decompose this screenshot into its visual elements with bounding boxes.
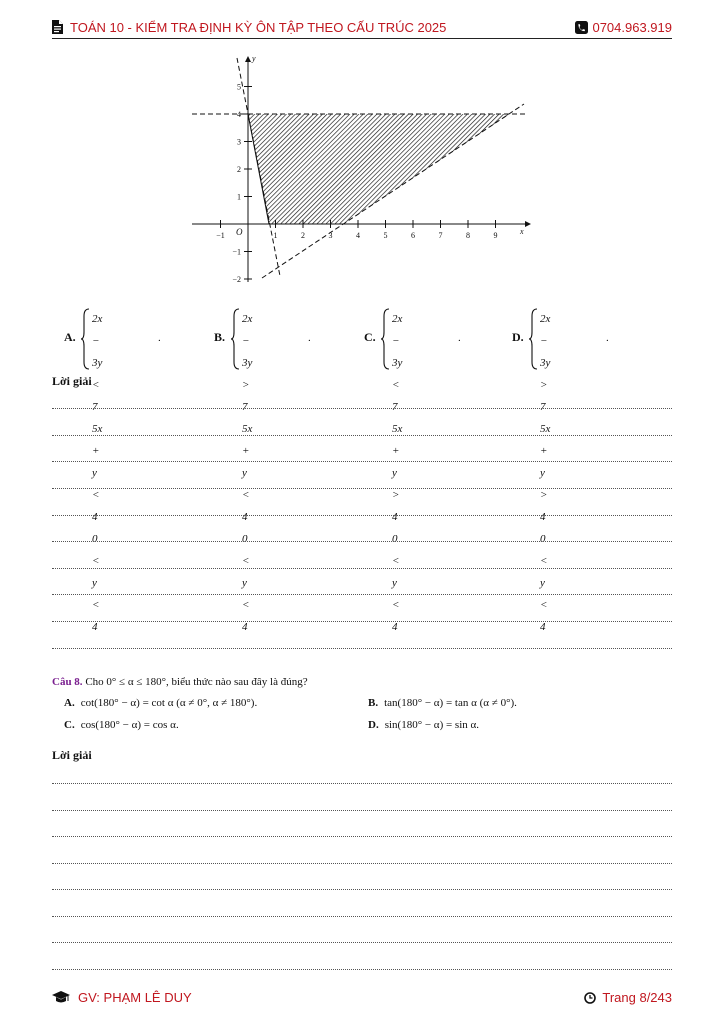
question-label: Câu 8. — [52, 676, 83, 688]
origin-label: O — [236, 227, 243, 237]
answer-line[interactable] — [52, 435, 672, 436]
y-tick-label: 1 — [237, 192, 241, 202]
period-mark: . — [458, 332, 461, 344]
answer-d[interactable] — [368, 719, 479, 731]
x-tick-label: 9 — [493, 231, 498, 240]
answer-text: tan(180° − α) = tan α (α ≠ 0°). — [384, 697, 517, 709]
x-tick-label: −1 — [216, 231, 225, 240]
question-8 — [52, 676, 672, 688]
brace-icon — [80, 308, 90, 370]
answer-label: B. — [368, 697, 379, 709]
inequality-line: 2x − 3y > 7 — [242, 313, 253, 413]
option-system — [242, 308, 252, 638]
x-tick-label: 4 — [356, 231, 360, 240]
inequality-line: 5x + y > 4 — [392, 423, 403, 523]
option-label: D. — [512, 330, 524, 344]
answer-line[interactable] — [52, 889, 672, 890]
coordinate-graph — [180, 48, 540, 288]
brace-icon — [230, 308, 240, 370]
footer-page: Trang 8/243 — [602, 990, 672, 1005]
answer-line[interactable] — [52, 541, 672, 542]
solution-heading: Lời giải — [52, 748, 92, 762]
answer-text: cos(180° − α) = cos α. — [80, 719, 179, 731]
header-phone: 0704.963.919 — [592, 20, 672, 35]
y-tick-label: 5 — [237, 82, 241, 92]
option-system — [392, 308, 402, 638]
solution-heading: Lời giải — [52, 374, 92, 388]
answer-line[interactable] — [52, 863, 672, 864]
footer-page-wrap — [584, 990, 672, 1005]
phone-icon — [575, 21, 588, 34]
brace-icon — [528, 308, 538, 370]
period-mark: . — [158, 332, 161, 344]
x-tick-label: 2 — [301, 231, 305, 240]
answer-line[interactable] — [52, 916, 672, 917]
header-phone-wrap — [575, 20, 672, 35]
y-tick-label: 2 — [237, 165, 241, 174]
inequality-line: 0 < y < 4 — [242, 533, 250, 633]
inequality-line: 0 < y < 4 — [540, 533, 548, 633]
x-tick-label: 7 — [438, 231, 443, 240]
footer-teacher: GV: PHẠM LÊ DUY — [78, 990, 192, 1005]
inequality-line: 5x + y < 4 — [242, 423, 253, 523]
answer-line[interactable] — [52, 515, 672, 516]
clock-icon — [584, 992, 596, 1004]
y-tick-label: −2 — [232, 275, 241, 284]
period-mark: . — [308, 332, 311, 344]
answer-text: cot(180° − α) = cot α (α ≠ 0°, α ≠ 180°). — [80, 697, 258, 709]
x-tick-label: 1 — [273, 231, 278, 240]
inequality-line: 2x − 3y > 7 — [540, 313, 551, 413]
question-text: Cho 0° ≤ α ≤ 180°, biểu thức nào sau đây là đúng? — [85, 676, 308, 688]
y-axis-label: y — [252, 54, 256, 63]
answer-line[interactable] — [52, 648, 672, 649]
x-tick-label: 8 — [466, 231, 470, 240]
page-header — [52, 18, 672, 39]
y-tick-label: 4 — [237, 110, 241, 119]
answer-line[interactable] — [52, 594, 672, 595]
inequality-line: 0 < y < 4 — [392, 533, 400, 633]
inequality-line: 0 < y < 4 — [92, 533, 100, 633]
answer-line[interactable] — [52, 942, 672, 943]
page-footer — [52, 988, 672, 1008]
answer-line[interactable] — [52, 408, 672, 409]
answer-line[interactable] — [52, 810, 672, 811]
answer-line[interactable] — [52, 783, 672, 784]
answer-b[interactable] — [368, 697, 517, 709]
y-axis-arrow — [245, 56, 251, 62]
inequality-line: 5x + y > 4 — [540, 423, 551, 523]
footer-teacher-wrap — [52, 990, 192, 1005]
option-label: A. — [64, 330, 76, 344]
inequality-line: 5x + y < 4 — [92, 423, 103, 523]
inequality-line: 2x − 3y < 7 — [92, 313, 103, 413]
option-label: C. — [364, 330, 376, 344]
option-system — [92, 308, 102, 638]
answer-line[interactable] — [52, 488, 672, 489]
period-mark: . — [606, 332, 609, 344]
header-title: TOÁN 10 - KIỂM TRA ĐỊNH KỲ ÔN TẬP THEO CẤU TRÚC 2025 — [70, 20, 447, 35]
answer-text: sin(180° − α) = sin α. — [384, 719, 480, 731]
answer-line[interactable] — [52, 621, 672, 622]
answer-line[interactable] — [52, 836, 672, 837]
document-icon — [52, 20, 63, 34]
y-tick-label: 3 — [237, 137, 241, 147]
x-tick-label: 3 — [328, 231, 333, 240]
x-axis-arrow — [525, 221, 531, 227]
answer-line[interactable] — [52, 969, 672, 970]
answer-label: D. — [368, 719, 379, 731]
answer-line[interactable] — [52, 461, 672, 462]
shaded-region — [248, 114, 510, 224]
x-tick-label: 6 — [411, 231, 415, 240]
x-axis-label: x — [520, 227, 524, 236]
y-tick-label: −1 — [232, 247, 241, 257]
graduation-cap-icon — [52, 991, 70, 1004]
answer-a[interactable] — [64, 697, 257, 709]
inequality-line: 2x − 3y < 7 — [392, 313, 403, 413]
brace-icon — [380, 308, 390, 370]
x-tick-label: 5 — [383, 231, 388, 240]
header-title-wrap — [52, 20, 446, 35]
option-system — [540, 308, 550, 638]
answer-label: C. — [64, 719, 75, 731]
answer-line[interactable] — [52, 568, 672, 569]
option-label: B. — [214, 330, 226, 344]
answer-label: A. — [64, 697, 75, 709]
answer-c[interactable] — [64, 719, 179, 731]
